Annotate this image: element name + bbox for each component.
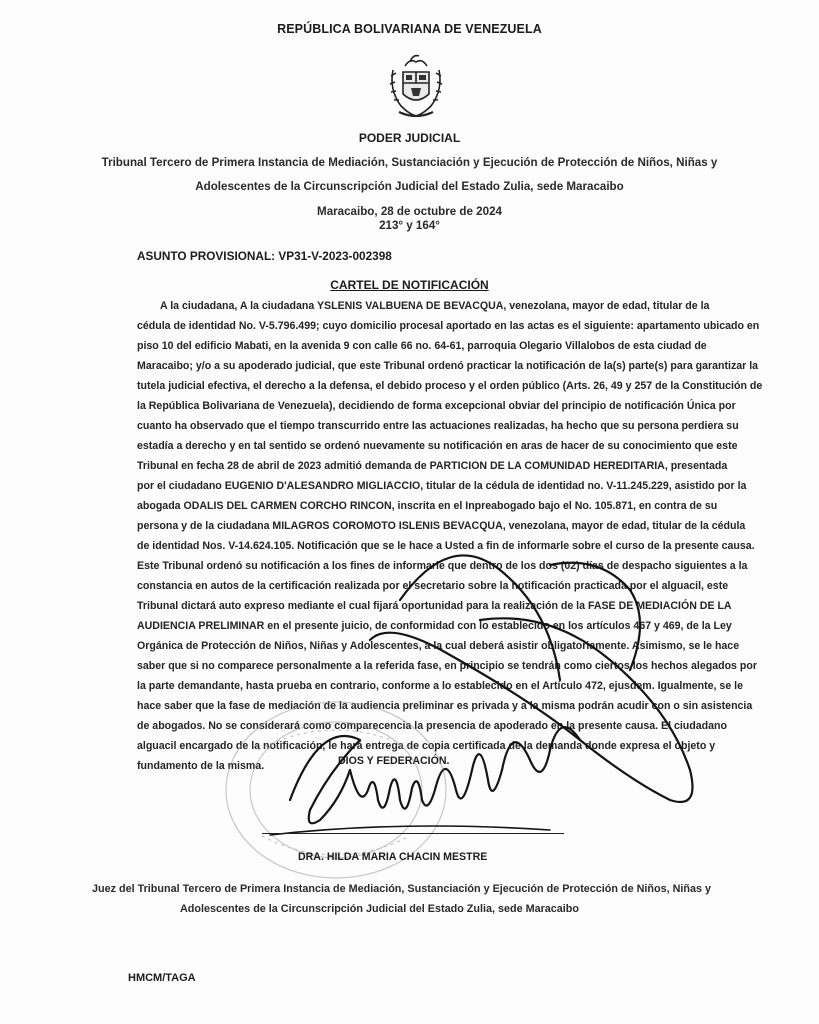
- body-line: Tribunal dictará auto expreso mediante el cual fijará oportunidad para la realización de la FASE DE MEDIACIÓN DE LA: [137, 600, 732, 612]
- body-line: de identidad Nos. V-14.624.105. Notificación que se le hace a Usted a fin de informarle sobre el curso de la presente causa.: [137, 540, 755, 552]
- judicial-power-header: PODER JUDICIAL: [358, 131, 461, 145]
- body-line: hace saber que la fase de mediación de la audiencia preliminar es privada y a la misma podrán acudir con o sin asistencia: [137, 700, 753, 712]
- court-name-line-2: Adolescentes de la Circunscripción Judicial del Estado Zulia, sede Maracaibo: [195, 180, 624, 193]
- body-line: Orgánica de Protección de Niños, Niñas y Adolescentes, a la cual deberá asistir obligatoriamente. Asimismo, se le hace: [137, 640, 740, 652]
- coat-of-arms-icon: [383, 50, 449, 122]
- body-line: Tribunal en fecha 28 de abril de 2023 admitió demanda de PARTICION DE LA COMUNIDAD HEREDITARIA, presentada: [137, 460, 728, 472]
- closing-phrase: DIOS Y FEDERACIÓN.: [338, 755, 450, 767]
- body-line: por el ciudadano EUGENIO D'ALESANDRO MIGLIACCIO, titular de la cédula de identidad no. V-11.245.229, asistido por la: [137, 480, 747, 492]
- court-name-line-1: Tribunal Tercero de Primera Instancia de Mediación, Sustanciación y Ejecución de Protección de Niños, Niñas y: [101, 156, 718, 169]
- body-line: fundamento de la misma.: [137, 760, 265, 772]
- case-number: ASUNTO PROVISIONAL: VP31-V-2023-002398: [137, 249, 392, 263]
- signature-line: [262, 833, 564, 834]
- body-line: la parte demandante, hasta prueba en contrario, conforme a lo establecido en el Artículo 472, ejusdem. Igualmente, se le: [137, 680, 743, 692]
- document-years: 213° y 164°: [379, 219, 440, 232]
- body-line: cuanto ha observado que el tiempo transcurrido entre las actuaciones realizadas, ha hecho que su persona perdiera su: [137, 420, 739, 432]
- body-line: A la ciudadana, A la ciudadana YSLENIS VALBUENA DE BEVACQUA, venezolana, mayor de edad, titular de la: [160, 300, 710, 312]
- body-line: la República Bolivariana de Venezuela), decidiendo de forma excepcional obviar del principio de notificación Única por: [137, 400, 736, 412]
- country-header: REPÚBLICA BOLIVARIANA DE VENEZUELA: [277, 22, 542, 36]
- body-line: estadía a derecho y en tal sentido se ordenó nuevamente su notificación en aras de hacer de su conocimiento que este: [137, 440, 738, 452]
- body-line: cédula de identidad No. V-5.796.499; cuyo domicilio procesal aportado en las actas es el siguiente: apartamento ubicado en: [137, 320, 760, 332]
- body-line: saber que si no comparece personalmente a la referida fase, en principio se tendrán como ciertos los hechos alegados por: [137, 660, 757, 672]
- body-line: persona y de la ciudadana MILAGROS COROMOTO ISLENIS BEVACQUA, venezolana, mayor de edad, titular de la cédula: [137, 520, 746, 532]
- body-line: abogada ODALIS DEL CARMEN CORCHO RINCON, inscrita en el Inpreabogado bajo el No. 105.871, en contra de su: [137, 500, 718, 512]
- body-line: tutela judicial efectiva, el derecho a la defensa, el debido proceso y el orden público (Arts. 26, 49 y 257 de la Constitución de: [137, 380, 763, 392]
- document-date: Maracaibo, 28 de octubre de 2024: [317, 205, 502, 218]
- body-line: de abogados. No se considerará como comparecencia la presencia de apoderado en la presente causa. El ciudadano: [137, 720, 727, 732]
- notice-title: CARTEL DE NOTIFICACIÓN: [330, 278, 489, 292]
- signer-name: DRA. HILDA MARIA CHACIN MESTRE: [298, 851, 488, 863]
- body-line: piso 10 del edificio Mabati, en la avenida 9 con calle 66 no. 64-61, parroquia Olegario Villalobos de esta ciudad de: [137, 340, 707, 352]
- body-line: AUDIENCIA PRELIMINAR en el presente juicio, de conformidad con lo establecido en los artículos 467 y 469, de la Ley: [137, 620, 732, 632]
- body-line: Este Tribunal ordenó su notificación a los fines de informarle que dentro de los dos (02) días de despacho siguientes a la: [137, 560, 748, 572]
- body-line: alguacil encargado de la notificación, le hará entrega de copia certificada de la demanda donde expresa el objeto y: [137, 740, 716, 752]
- signer-title-line-2: Adolescentes de la Circunscripción Judicial del Estado Zulia, sede Maracaibo: [179, 903, 579, 915]
- body-line: Maracaibo; y/o a su apoderado judicial, que este Tribunal ordenó practicar la notificación de la(s) parte(s) para garantizar la: [137, 360, 759, 372]
- body-line: constancia en autos de la certificación realizada por el secretario sobre la notificación practicada por el alguacil, este: [137, 580, 729, 592]
- reference-initials: HMCM/TAGA: [128, 972, 196, 984]
- signer-title-line-1: Juez del Tribunal Tercero de Primera Instancia de Mediación, Sustanciación y Ejecución de Protección de Niños, Niñas y: [91, 883, 711, 895]
